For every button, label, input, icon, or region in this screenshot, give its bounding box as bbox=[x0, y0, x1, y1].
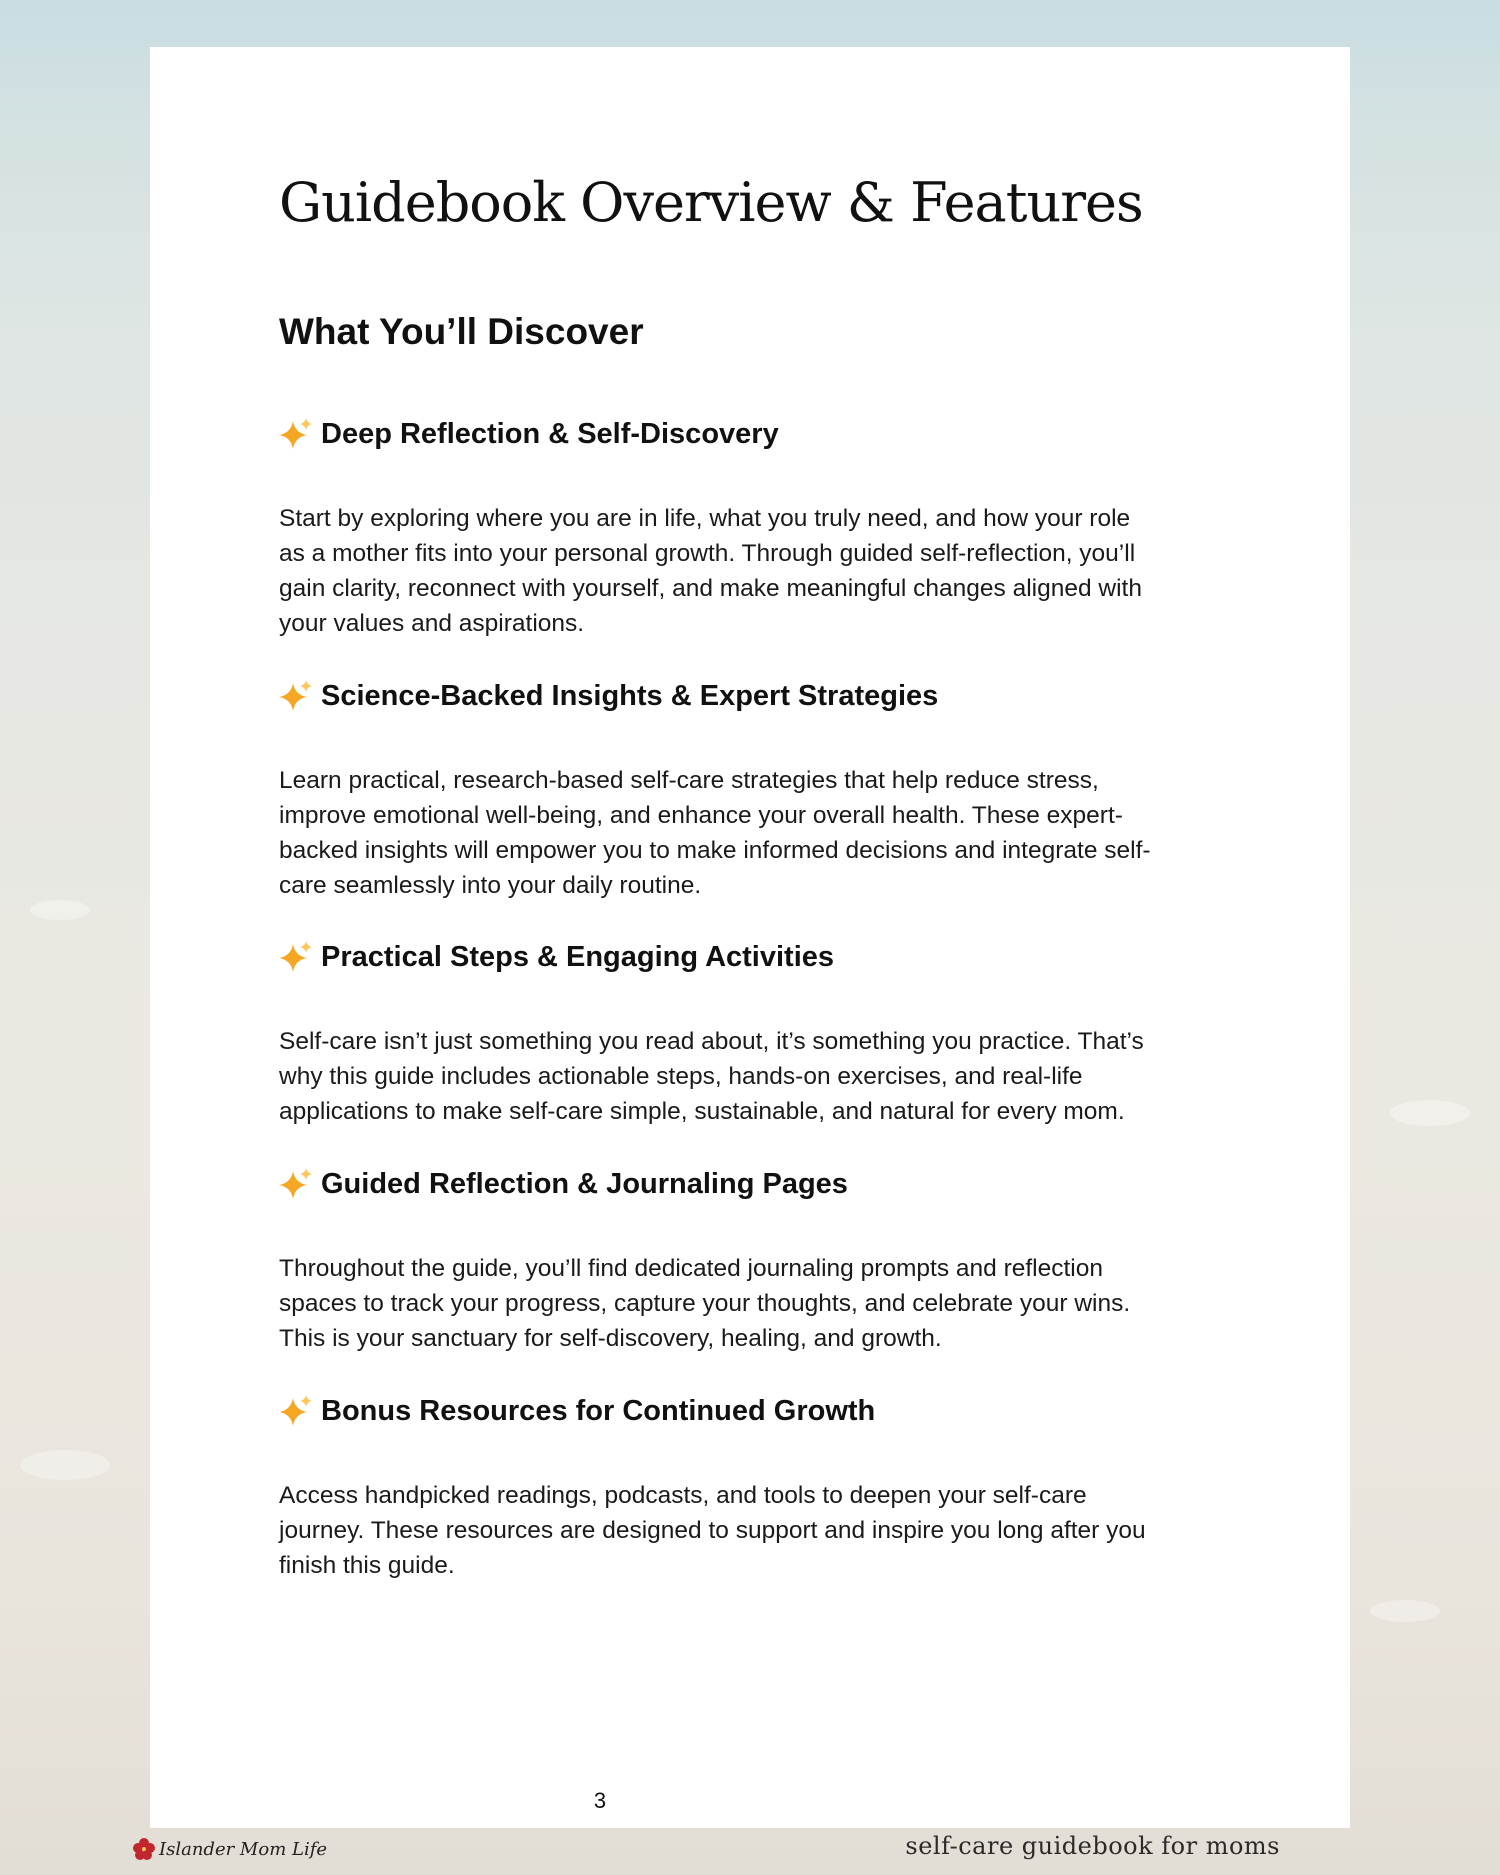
feature-description bbox=[279, 1024, 1239, 1129]
feature-heading bbox=[279, 1167, 848, 1201]
text-line: improve emotional well-being, and enhance your overall health. These expert- bbox=[279, 802, 1123, 829]
document-page bbox=[150, 47, 1350, 1828]
text-line: care seamlessly into your daily routine. bbox=[279, 872, 702, 899]
feature-heading-text: Science-Backed Insights & Expert Strategies bbox=[321, 679, 939, 712]
section-title: What You’ll Discover bbox=[279, 311, 644, 352]
text-line: This is your sanctuary for self-discovery, healing, and growth. bbox=[279, 1325, 942, 1352]
feature-heading-text: Deep Reflection & Self-Discovery bbox=[321, 417, 779, 450]
background-texture bbox=[30, 900, 90, 920]
background-texture bbox=[1390, 1100, 1470, 1126]
background-texture bbox=[20, 1450, 110, 1480]
sparkle-icon bbox=[279, 417, 313, 451]
text-line: as a mother fits into your personal growth. Through guided self-reflection, you’ll bbox=[279, 540, 1136, 567]
feature-description bbox=[279, 501, 1239, 641]
sparkle-icon bbox=[279, 679, 313, 713]
text-line: spaces to track your progress, capture your thoughts, and celebrate your wins. bbox=[279, 1290, 1131, 1317]
sparkle-icon bbox=[279, 1394, 313, 1428]
feature-heading-text: Bonus Resources for Continued Growth bbox=[321, 1394, 876, 1427]
text-line: Access handpicked readings, podcasts, and tools to deepen your self-care bbox=[279, 1482, 1087, 1509]
sparkle-icon bbox=[279, 1167, 313, 1201]
text-line: Throughout the guide, you’ll find dedicated journaling prompts and reflection bbox=[279, 1255, 1104, 1282]
feature-description bbox=[279, 1478, 1239, 1583]
page-number: 3 bbox=[593, 1788, 607, 1813]
text-line: journey. These resources are designed to support and inspire you long after you bbox=[279, 1517, 1146, 1544]
feature-heading bbox=[279, 1394, 875, 1428]
text-line: your values and aspirations. bbox=[279, 610, 585, 637]
feature-heading-text: Practical Steps & Engaging Activities bbox=[321, 940, 835, 973]
feature-heading bbox=[279, 940, 834, 974]
brand-logo bbox=[133, 1838, 327, 1860]
text-line: Learn practical, research-based self-care strategies that help reduce stress, bbox=[279, 767, 1099, 794]
hibiscus-icon bbox=[133, 1838, 155, 1860]
background-texture bbox=[1370, 1600, 1440, 1622]
sparkle-icon bbox=[279, 940, 313, 974]
feature-heading bbox=[279, 679, 938, 713]
text-line: Self-care isn’t just something you read about, it’s something you practice. That’s bbox=[279, 1028, 1144, 1055]
feature-description bbox=[279, 1251, 1239, 1356]
text-line: gain clarity, reconnect with yourself, and make meaningful changes aligned with bbox=[279, 575, 1142, 602]
text-line: finish this guide. bbox=[279, 1552, 455, 1579]
footer-tagline: self-care guidebook for moms bbox=[905, 1832, 1280, 1860]
feature-heading bbox=[279, 417, 779, 451]
text-line: backed insights will empower you to make informed decisions and integrate self- bbox=[279, 837, 1151, 864]
feature-description bbox=[279, 763, 1239, 903]
feature-heading-text: Guided Reflection & Journaling Pages bbox=[321, 1167, 848, 1200]
brand-name: Islander Mom Life bbox=[159, 1838, 328, 1860]
text-line: applications to make self-care simple, sustainable, and natural for every mom. bbox=[279, 1098, 1125, 1125]
text-line: why this guide includes actionable steps, hands-on exercises, and real-life bbox=[279, 1063, 1083, 1090]
text-line: Start by exploring where you are in life, what you truly need, and how your role bbox=[279, 505, 1131, 532]
page-title: Guidebook Overview & Features bbox=[279, 171, 1143, 234]
